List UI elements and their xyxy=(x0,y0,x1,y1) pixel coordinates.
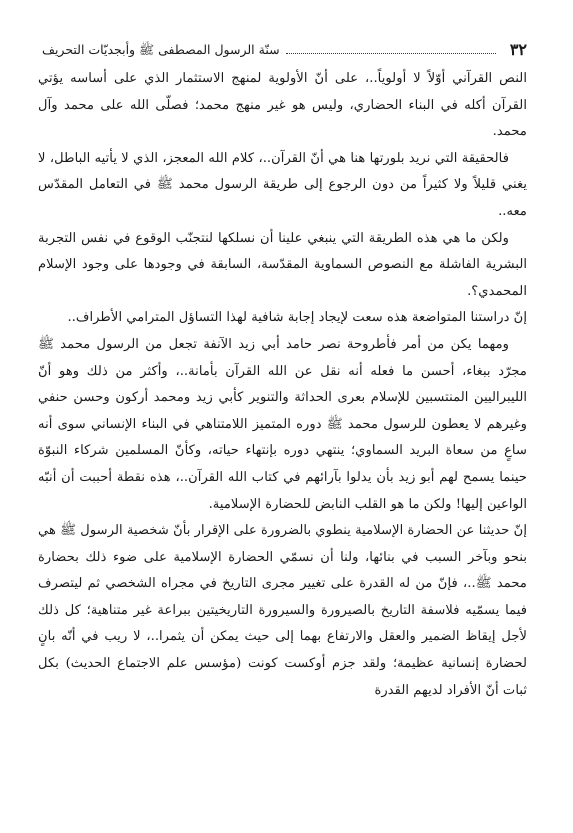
paragraph-3: ولكن ما هي هذه الطريقة التي ينبغي علينا أن نسلكها لنتجنّب الوقوع في نفس التجربة البشرية الفاشلة مع النصوص السماوية المقدّسة، السابقة في وجودها على وجود الإسلام المحمدي؟. xyxy=(38,230,527,299)
paragraph-2: فالحقيقة التي نريد بلورتها هنا هي أنّ القرآن..، كلام الله المعجز، الذي لا يأتيه الباطل، لا يغني قليلاً ولا كثيراً من دون الرجوع إلى طريقة الرسول محمد ﷺ في التعامل المقدّس معه.. xyxy=(38,150,527,219)
page-number: ٣٢ xyxy=(509,40,527,59)
paragraph-4: إنّ دراستنا المتواضعة هذه سعت لإيجاد إجابة شافية لهذا التساؤل المترامي الأطراف.. xyxy=(67,310,527,326)
body-text xyxy=(38,66,527,704)
running-title: سنّة الرسول المصطفى ﷺ وأبجديّات التحريف xyxy=(42,42,280,57)
paragraph-6: إنّ حديثنا عن الحضارة الإسلامية ينطوي بالضرورة على الإقرار بأنّ شخصية الرسول ﷺ هي بنحو وبآخر السبب في بنائها، ولنا أن نسمّي الحضارة الإسلامية على ضوء ذلك بحضارة محمد ﷺ..، فإنّ من له القدرة على تغيير مجرى التاريخ في مجراه الشخصي ثم ليتصرف فيما يسمّيه فلاسفة التاريخ بالصيرورة والسيرورة التاريخيتين ببراعة غير متناهية؛ كل ذلك لأجل إيقاظ الضمير والعقل والارتفاع بهما إلى حيث يمكن أن يثمرا..، لا ريب في أنّه بانٍ لحضارة إنسانية عظيمة؛ ولقد جزم أوكست كونت (مؤسس علم الاجتماع الحديث) بكل ثبات أنّ الأفراد لديهم القدرة xyxy=(37,523,527,698)
running-header xyxy=(42,36,527,58)
paragraph-1: النص القرآني أوّلاً لا أولوياً..، على أنّ الأولوية لمنهج الاستثمار الذي على أساسه يؤتي القرآن أكله في البناء الحضاري، وليس هو غير منهج محمد؛ فصلّى الله على محمد وآل محمد. xyxy=(38,71,527,140)
header-dotted-rule xyxy=(286,53,496,54)
paragraph-5: ومهما يكن من أمر فأطروحة نصر حامد أبي زيد الآنفة تجعل من الرسول محمد ﷺ مجرّد ببغاء، أحسن ما فعله أنه نقل عن الله القرآن بأمانة..، وأكثر من ذلك وهو أنّ الليبراليين المنتسبين للإسلام بعرى الحداثة والتنوير كأبي زيد ومحمد أركون وحسن حنفي وغيرهم لا يعطون للرسول محمد ﷺ دوره المتميز اللامتناهي في البناء الإنساني سوى أنه ساعٍ من سعاة البريد السماوي؛ ينتهي دوره بإنتهاء حياته، وكأنّ المسلمين شركاء النبوّة حينما يسمح لهم أبو زيد بأن يدلوا بآرائهم في كتاب الله القرآن..، هذه نقطة أحببت أن أنبّه الواعين إليها! ولكن ما هو القلب النابض للحضارة الإسلامية. xyxy=(38,336,527,512)
